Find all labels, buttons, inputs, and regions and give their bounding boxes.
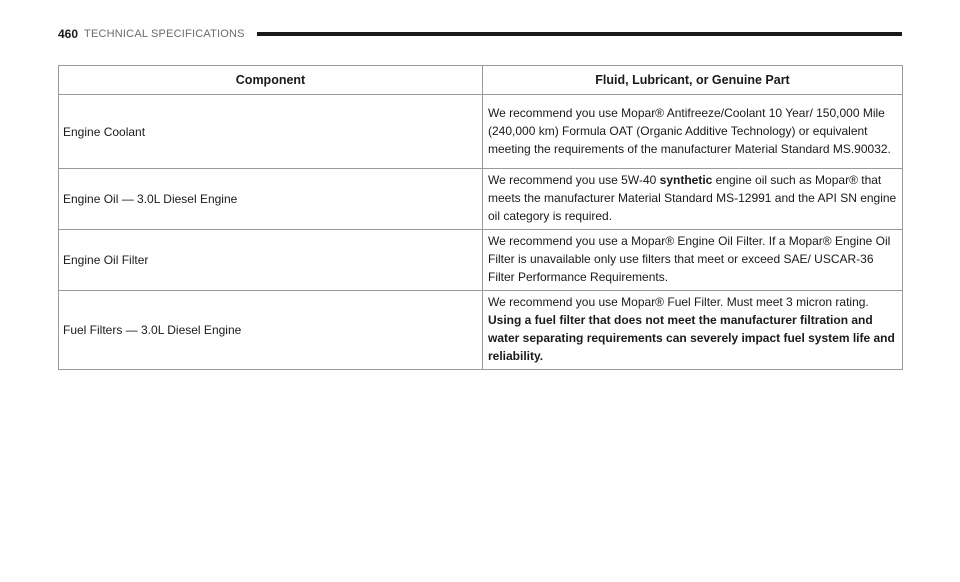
column-header-component: Component — [59, 66, 483, 95]
component-cell: Engine Coolant — [59, 95, 483, 169]
component-cell: Engine Oil Filter — [59, 230, 483, 291]
page-number: 460 — [58, 27, 79, 41]
emphasis-text: synthetic — [659, 173, 713, 187]
description-text: engine oil such as Mopar® that meets the manufacturer Material Standard MS-12991 and the API SN engine oil category is required. — [488, 173, 897, 223]
description-cell: We recommend you use a Mopar® Engine Oil Filter. If a Mopar® Engine Oil Filter is unavailable only use filters that meet or exceed SAE/ USCAR-36 Filter Performance Requirements. — [483, 230, 903, 291]
description-cell — [483, 291, 903, 370]
warning-text: Using a fuel filter that does not meet the manufacturer filtration and water separating requirements can severely impact fuel system life and reliability. — [488, 313, 895, 363]
table-row — [59, 291, 903, 370]
description-text: We recommend you use 5W-40 — [488, 173, 660, 187]
specifications-table — [58, 65, 903, 370]
table-header-row — [59, 66, 903, 95]
description-text: We recommend you use Mopar® Fuel Filter. Must meet 3 micron rating. — [488, 295, 869, 309]
description-cell: We recommend you use Mopar® Antifreeze/Coolant 10 Year/ 150,000 Mile (240,000 km) Formula OAT (Organic Additive Technology) or equivalent meeting the requirements of the manufacturer Material Standard MS.90032. — [483, 95, 903, 169]
header-rule — [257, 32, 902, 36]
column-header-fluid: Fluid, Lubricant, or Genuine Part — [483, 66, 903, 95]
component-cell: Engine Oil — 3.0L Diesel Engine — [59, 169, 483, 230]
page-header — [58, 26, 902, 42]
section-title: TECHNICAL SPECIFICATIONS — [84, 28, 245, 40]
table-row — [59, 230, 903, 291]
table-row — [59, 169, 903, 230]
description-cell — [483, 169, 903, 230]
component-cell: Fuel Filters — 3.0L Diesel Engine — [59, 291, 483, 370]
table-row — [59, 95, 903, 169]
